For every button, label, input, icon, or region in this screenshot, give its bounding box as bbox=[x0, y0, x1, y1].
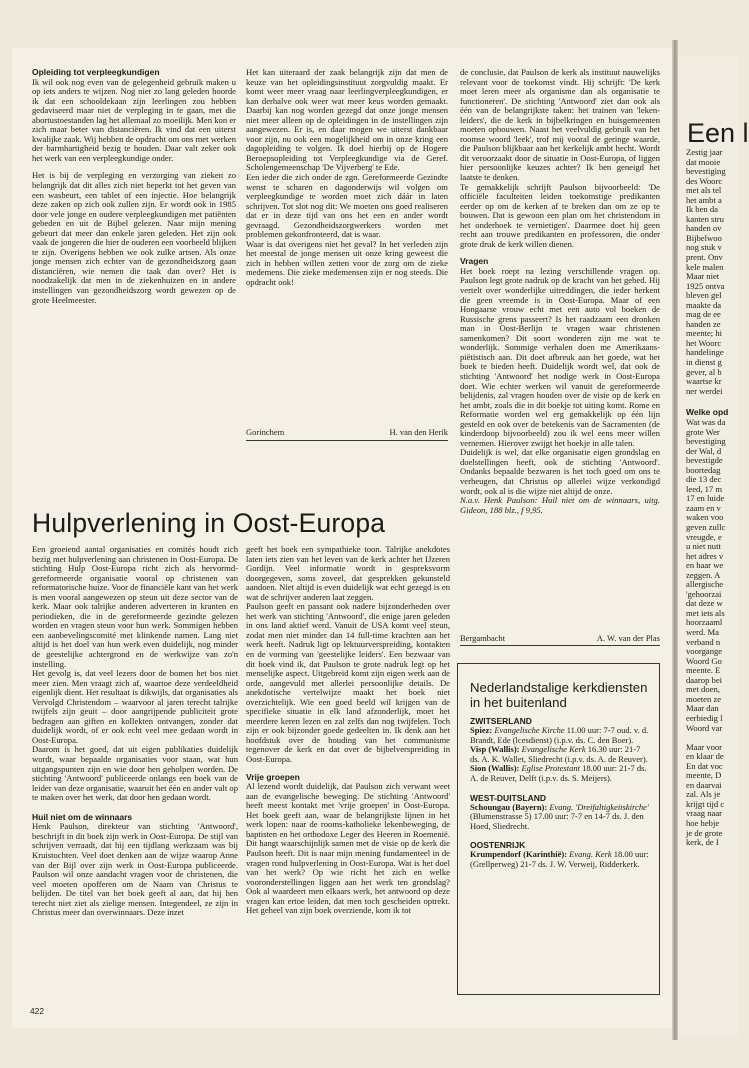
paragraph: de conclusie, dat Paulson de kerk als instituut nauwelijks relevant voor de toekomst vindt. Hij schrijft: 'De kerk moet leren meer als organisme dan als organisatie te functioneren'. De stichting 'Antwoord' ziet dan ook als één van de belangrijkste taken: het trainen van 'leken-leiders', die de kerk in bijbelkringen en huisgemeenten moeten opbouwen. Naast het veelvuldig gebruik van het roomse woord 'leek', trof mij vooral de geringe waarde, die Paulson blijkbaar aan het kerkelijk ambt hecht. Wordt dit veroorzaakt door de situatie in Oost-Europa, of liggen hier persoonlijke keuzes achter? Ik ben geneigd het laatste te denken. bbox=[460, 67, 660, 183]
next-page-title: Een l bbox=[687, 118, 749, 148]
next-page-line: eerbiedig l bbox=[686, 712, 723, 723]
paragraph: Duidelijk is wel, dat elke organisatie eigen grondslag en doelstellingen heeft, ook de stichting 'Antwoord'. Ondanks bepaalde bezwaren is het toch goed om ons te verheugen, dat Christus op allerlei wijze verkondigd wordt, ook al is die wijze niet altijd de onze. bbox=[460, 447, 660, 496]
next-page-line: met doen, bbox=[686, 684, 720, 695]
next-page-line: des Woorc bbox=[686, 175, 723, 186]
next-page-line: Wat was da bbox=[686, 417, 726, 427]
next-page-subheading: Welke opd bbox=[686, 407, 729, 417]
next-page-line: dat mooie bbox=[686, 156, 721, 167]
next-page-line: en klaar de bbox=[686, 751, 724, 762]
paragraph: Ik wil ook nog even van de gelegenheid gebruik maken u op iets anders te wijzen. Nog niet zo lang geleden hoorde ik dat een schooldekaan zijn leerlingen zou hebben gedaviseerd maar niet de verpleging in te gaan, met die abortustoestanden lag het allemaal zo moeilijk. Men kon er zich maar beter van distanciëren. Ik vind dat een uiterst kwalijke zaak. Wij hebben de opdracht om ons met werken der barmhartigheid bezig te houden. Daar valt zeker ook het werk van een verpleegkundige onder. bbox=[32, 76, 236, 163]
next-page-line: Woord Go bbox=[686, 655, 722, 666]
service-place: Krumpendorf (Karinthië): bbox=[470, 849, 568, 860]
next-page-line: ner werdei bbox=[686, 385, 723, 396]
next-page-line: gever, al b bbox=[686, 366, 722, 377]
paragraph: Te gemakkelijk schrijft Paulson bijvoorbeeld: 'De officiële faculteiten leiden toekomstige predikanten eerder op om de kerken af te breken dan om ze op te bouwen. Dat is gewoon een plan om het christendom in het onderhoek te vernietigen'. Daarmee doet hij geen recht aan trouwe predikanten en professoren, die onder grote druk de kerk willen dienen. bbox=[460, 181, 660, 249]
next-page-line: en daarvai bbox=[686, 779, 722, 790]
service-entry bbox=[470, 745, 651, 764]
next-page-line: leed, 17 m bbox=[686, 483, 723, 494]
signature-author: A. W. van der Plas bbox=[596, 633, 660, 643]
next-page-line: kerk, de I bbox=[686, 837, 719, 848]
next-page-line: het ambt a bbox=[686, 194, 722, 205]
next-page-line: bevestigde bbox=[686, 455, 723, 466]
next-page-line: handelinge bbox=[686, 347, 724, 358]
signature-place: Gorinchem bbox=[246, 427, 285, 437]
next-page-line: die 13 dec bbox=[686, 474, 722, 485]
signature-place: Bergambacht bbox=[460, 633, 506, 643]
next-page-edge bbox=[678, 56, 749, 1036]
article-column-3 bbox=[460, 68, 660, 515]
paragraph: Henk Paulson, direkteur van stichting 'Antwoord', beschrijft in dit boek zijn werk in Oost-Europa. De stijl van schrijven verraadt, dat hij een tijdlang werkzaam was bij Kruistochten. Veel doet denken aan de wijze waarop Anne van der Bijl over zijn werk in Oost-Europa publiceerde. Paulson wil onze aandacht vragen voor de christenen, die veel moeten opofferen om de Naam van Christus te belijden. De titel van het boek geeft al aan, dat hij hen terecht niet ziet als zielige mensen. Integendeel, ze zijn in Christus meer dan overwinnaars. Deze inzet bbox=[32, 821, 238, 918]
next-page-line: hoorzaaml bbox=[686, 617, 723, 628]
next-page-line: Maar dan bbox=[686, 703, 719, 714]
next-page-line: kanten stru bbox=[686, 213, 724, 224]
next-page-line: bevestiging bbox=[686, 166, 726, 177]
next-page-line: meente. E bbox=[686, 665, 721, 676]
next-page-line: het Woorc bbox=[686, 337, 722, 348]
paragraph: Het boek roept na lezing verschillende vragen op. Paulson legt grote nadruk op de kracht van het gebed. Hij vertelt over wonderlijke uitreddingen, die ieder herkent die geen vreemde is in Oost-Europa. Maar of een Hongaarse vrouw echt met een auto vol boeken de Russische grens passeert? Is het raadzaam een dronken man in Oost-Berlijn te vragen waar christenen samenkomen? Dit soort wonderen zijn me wat te wonderlijk. Sommige verhalen doen me Amerikaans-piëtistisch aan. Dit doet afbreuk aan het goede, wat het boek te bieden heeft. Duidelijk wordt wel, dat ook de stichting 'Antwoord' het nodige werk in Oost-Europa doet. Wie echter werken wil vanuit de gereformeerde belijdenis, zal vragen houden over de visie op de kerk en het ambt, zoals die in dit boekje tot uiting komt. Rome en Reformatie worden wel erg gemakkelijk op één lijn gesteld en ook over de betekenis van de Sacramenten (de kinderdoop bijvoorbeeld) zou ik wel eens meer willen vernemen. Hierover zwijgt het boekje in alle talen. bbox=[460, 265, 660, 448]
country-heading: OOSTENRIJK bbox=[470, 840, 526, 851]
article-column-2 bbox=[246, 545, 450, 916]
section-heading: Vrije groepen bbox=[246, 771, 300, 782]
next-page-line: bleven gel bbox=[686, 290, 722, 301]
signature-herik bbox=[246, 427, 448, 437]
next-page-line: met als tel bbox=[686, 185, 722, 196]
next-page-line: hoe hebje bbox=[686, 817, 720, 828]
next-page-line: je de grote bbox=[686, 827, 723, 838]
paragraph: Het gevolg is, dat veel lezers door de bomen het bos niet meer zien. Men vraagt zich af, waartoe deze verdeeldheid eigenlijk dient. Het resultaat is dikwijls, dat organisaties als Vervolgd Christendom – waarvoor al jaren terecht talrijke twijfels zijn geuit – door aangrijpende publiciteit grote bedragen aan giften en kollekten ontvangen, zonder dat duidelijk wordt, of er ook echt veel mee gedaan wordt in Oost-Europa. bbox=[32, 668, 238, 745]
service-entry bbox=[470, 803, 651, 832]
next-page-line: meente, D bbox=[686, 770, 722, 781]
next-page-line: 'gehoorzai bbox=[686, 588, 722, 599]
next-page-line: in dienst g bbox=[686, 357, 722, 368]
next-page-line: u niet nutt bbox=[686, 541, 721, 552]
service-place: Spiez: bbox=[470, 725, 493, 735]
article-column-1 bbox=[32, 545, 238, 918]
next-page-line: 17 en luide bbox=[686, 493, 725, 504]
next-page-line: 1925 ontva bbox=[686, 280, 725, 291]
service-details: 18.00 uur: (Grellperweg) 21-7 ds. J. W. Verweij, Ridderkerk. bbox=[470, 849, 649, 869]
next-page-line: En dat voc bbox=[686, 760, 723, 771]
signature-plas bbox=[460, 633, 660, 643]
country-heading: ZWITSERLAND bbox=[470, 716, 532, 726]
next-page-line: Zestig jaar bbox=[686, 147, 723, 157]
section-heading: Vragen bbox=[460, 256, 489, 267]
country-heading: WEST-DUITSLAND bbox=[470, 792, 547, 803]
service-entry bbox=[470, 726, 651, 745]
article-headline: Hulpverlening in Oost-Europa bbox=[32, 508, 386, 538]
top-column-2 bbox=[246, 68, 448, 288]
service-church: Evang. Kerk bbox=[569, 849, 612, 860]
next-page-line: Maar voor bbox=[686, 741, 723, 752]
next-page-line: krijgt tijd c bbox=[686, 798, 725, 809]
service-details: 18.00 uur: 21-7 ds. A. de Reuver, Delft (i.p.v. ds. S. Meijers). bbox=[470, 763, 647, 783]
next-page-line: Woord var bbox=[686, 722, 723, 733]
service-place: Schoungau (Bayern): bbox=[470, 801, 548, 812]
service-church: Eglise Protestant bbox=[521, 763, 580, 774]
next-page-line: moeten ze bbox=[686, 693, 722, 704]
service-details: 11.00 uur: 7-7 oud. v. d. Brandt, Ede (lcesdienst) (i.p.v. ds. C. den Boer). bbox=[470, 725, 649, 745]
next-page-line: bevestiging bbox=[686, 436, 726, 447]
next-page-line: boortedag bbox=[686, 464, 721, 475]
next-page-column-top bbox=[686, 148, 726, 396]
next-page-line: meente; hi bbox=[686, 328, 723, 339]
next-page-line: allergische bbox=[686, 579, 724, 590]
book-note: N.a.v. Henk Paulson: Huil niet om de winnaars, uitg. Gideon, 188 blz., f 9,95. bbox=[460, 495, 660, 515]
church-services-box bbox=[457, 663, 660, 995]
paragraph: Paulson geeft en passant ook nadere bijzonderheden over het werk van stichting 'Antwoord', die enige jaren geleden in ons land aktief werd. Vanuit de USA komt veel steun, zodat men niet minder dan 14 full-time krachten aan het werk heeft. Nadruk ligt op lektuurverspreiding, kontakten en de vorming van 'geestelijke leiders'. Een bezwaar van dit boek vind ik, dat Paulson te grote nadruk legt op het menselijke aspect. Uitgebreid komt zijn eigen werk aan de orde, aangevuld met allerlei persoonlijke details. De anekdotische vertelwijze maakt het boek niet overzichtelijk. Wie een goed beeld wil krijgen van de specifieke situatie in elk land afzonderlijk, moet het meerdere keren lezen en zal zelfs dan nog twijfelen. Toch zijn er ook bijzonder goede gedeelten in. Ik denk aan het hoofdstuk over de houding van het communisme tegenover de kerk en dat over de bijbelverspreiding in Oost-Europa. bbox=[246, 601, 450, 765]
service-place: Visp (Wallis): bbox=[470, 744, 520, 755]
divider-rule bbox=[246, 440, 448, 441]
next-page-line: mag de ee bbox=[686, 309, 721, 320]
next-page-line: handen ov bbox=[686, 223, 722, 234]
next-page-line: verband n bbox=[686, 636, 721, 647]
next-page-line: en haar we bbox=[686, 560, 724, 571]
next-page-line: handen ze bbox=[686, 318, 721, 329]
next-page-line: vraag naar bbox=[686, 808, 723, 819]
next-page-line: voorgange bbox=[686, 646, 723, 657]
section-heading: Huil niet om de winnaars bbox=[32, 811, 133, 822]
next-page-line: zeggen. A bbox=[686, 569, 721, 580]
box-title: Nederlandstalige kerkdiensten in het buitenland bbox=[470, 680, 648, 710]
divider-rule bbox=[460, 645, 660, 646]
paragraph: Het kan uiteraard der zaak belangrijk zijn dat men de keuze van het opleidingsinstituut zorgvuldig maakt. Er komt weer meer vraag naar leerlingverpleegkundigen, er kan derhalve ook weer wat meer keus worden gemaakt. Daarbij kan nog worden gezegd dat onze jonge mensen niet meer alleen op de opleidingen in de instellingen zijn aangewezen. Er is, en daar mogen we uiterst dankbaar voor zijn, nu ook een mogelijkheid om in onze kring een dagopleiding te volgen. Ik doel hierbij op de Hogere Beroepsopleiding tot Verpleegkundige via de Geref. Scholengemeenschap 'De Vijverberg' te Ede. bbox=[246, 67, 448, 173]
section-heading: Opleiding tot verpleegkundigen bbox=[32, 67, 160, 77]
service-details: 16.30 uur: 21-7 ds. A. K. Wallet, Sliedrecht (i.p.v. ds. A. de Reuver). bbox=[470, 744, 648, 764]
next-page-line: vreugde, e bbox=[686, 531, 722, 542]
next-page-line: met iets als bbox=[686, 607, 725, 618]
next-page-line: Ik ben da bbox=[686, 204, 718, 215]
service-entry bbox=[470, 850, 651, 869]
next-page-line: Maar niet bbox=[686, 271, 720, 282]
paragraph: geeft het boek een sympathieke toon. Talrijke anekdotes laten iets zien van het leven van de kerk achter het IJzeren Gordijn. Veel informatie wordt in gespreksvorm doorgegeven, soms zoveel, dat gesprekken gekunsteld aandoen. Niet altijd is even duidelijk wat echt gezegd is en wat de schrijver anderen laat zeggen. bbox=[246, 544, 450, 602]
next-page-line: waartse kr bbox=[686, 376, 722, 387]
paragraph: Een ieder die zich onder de zgn. Gereformeerde Gezindte wenst te scharen en dagonderwijs wil volgen om verpleegkundige te worden moet zich dáár in laten schrijven. Tot slot nog dit: We moeten ons goed realiseren dat er in deze tijd van ons het een en ander wordt gevraagd. Gezondheidszorgwerkers worden met problemen gekonfronteerd, dat is waar. bbox=[246, 172, 448, 240]
service-place: Sion (Wallis): bbox=[470, 763, 520, 774]
next-page-line: dat deze w bbox=[686, 598, 723, 609]
next-page-line: grote Wer bbox=[686, 426, 720, 437]
paragraph: Een groeiend aantal organisaties en comités houdt zich bezig met hulpverlening aan christenen in Oost-Europa. De stichting Hulp Oost-Europa richt zich als hervormd-gereformeerde organisatie vooral op christenen van reformatorische huize. Voor de financiële kant van het werk is men vooral aangewezen op steun uit deze sector van de kerk. Maar ook talrijke anderen adverteren in kranten en periodieken, die in de gereformeerde gezindte gelezen worden en vragen steun voor hun werk. Sommigen hebben een aanbevelingscomité met klinkende namen. Lang niet altijd is het doel van hun werk even duidelijk, nog minder de geestelijke achtergrond en de werkwijze van zo'n instelling. bbox=[32, 544, 238, 669]
service-church: Evangelische Kerk bbox=[521, 744, 586, 755]
page-number: 422 bbox=[30, 1006, 44, 1016]
next-page-line: het adres v bbox=[686, 550, 724, 561]
paragraph: Al lezend wordt duidelijk, dat Paulson zich verwant weet aan de evangelische beweging. De stichting 'Antwoord' heeft meest kontakt met 'vrije groepen' in Oost-Europa. Het boek geeft aan, waar de belangrijkste lijnen in het werk lopen: naar de rooms-katholieke lekenbeweging, de baptisten en het orthodoxe Leger des Heeren in Roemenië. Dit hangt waarschijnlijk samen met de visie op de kerk die Paulson heeft. Dit is naar mijn mening fundamenteel in de vragen rond hulpverlening in Oost-Europa. Wat is het doel van het werk? Op wie richt het zich en welke vooronderstellingen liggen aan het werk ten grondslag? Ook al waardeert men elkaars werk, het antwoord op deze vragen kan ertoe leiden, dat men toch gescheiden optrekt. Het geheel van zijn boek overziende, kom ik tot bbox=[246, 781, 450, 916]
service-details: (Blumenstrasse 5) 17.00 uur: 7-7 en 14-7 ds. J. den Hoed, Sliedrecht. bbox=[470, 811, 644, 831]
next-page-line: zal. Als je bbox=[686, 789, 721, 800]
next-page-line: nog stuk v bbox=[686, 242, 722, 253]
paragraph: Daarom is het goed, dat uit eigen publikaties duidelijk wordt, waar bepaalde organisaties voor staan, wat hun uitgangspunten zijn en wie door hen geholpen worden. De stichting 'Antwoord' publiceerde onlangs een boek van de leider van deze organisatie, waaruit het één en ander valt op te maken over het werk, dat door hen gedaan wordt. bbox=[32, 744, 238, 803]
next-page-line: waken voo bbox=[686, 512, 724, 523]
next-page-line: der Wal, d bbox=[686, 445, 722, 456]
next-page-line: daarop bei bbox=[686, 674, 723, 685]
next-page-line: maakte da bbox=[686, 299, 722, 310]
next-page-column-bottom bbox=[686, 418, 726, 848]
top-column-1 bbox=[32, 68, 236, 305]
service-church: Evang. 'Dreifaltigkeitskirche' bbox=[549, 801, 649, 812]
next-page-line: kele malen bbox=[686, 261, 724, 272]
paragraph: Waar is dat overigens niet het geval? In het verleden zijn het meestal de jonge mensen uit onze kring geweest die zich in hebben willen zetten voor de zorg om de zieke medemens. Die zieke medemensen zijn er nog steeds. Die opdracht ook! bbox=[246, 238, 448, 288]
service-entry bbox=[470, 764, 651, 783]
service-church: Evangelische Kirche bbox=[494, 725, 565, 735]
next-page-line: geven zullc bbox=[686, 522, 726, 533]
signature-author: H. van den Herik bbox=[389, 427, 448, 437]
next-page-line: zaam en v bbox=[686, 502, 721, 513]
paragraph: Het is bij de verpleging en verzorging van zieken zo belangrijk dat dit alles zich niet beperkt tot het geven van een wasbeurt, een tablet of een injectie. Hoe belangrijk deze zaken op zich ook zullen zijn. Er wordt ook in 1985 door vele jonge en oudere verpleegkundigen met patiënten gebeden en uit de Bijbel gelezen. Naar mijn mening gebeurt dat meer dan enkele jaren geleden. Het zijn ook vaak de jongeren die hier de ouderen een voorbeeld blijken te zijn. Overigens hebben we ook zulke artsen. Als onze jonge mensen zich echter van de gezondheidszorg gaan distanciëren, wie nemen die taak dan over? Het is noodzakelijk dat men in de ziekenhuizen en in andere instellingen van gezondheidszorg wordt gewezen op de grote Heelmeester. bbox=[32, 170, 236, 305]
next-page-line: werd. Ma bbox=[686, 627, 719, 638]
next-page-line: prent. Onv bbox=[686, 252, 723, 263]
next-page-line: Bijbelwoo bbox=[686, 232, 722, 243]
